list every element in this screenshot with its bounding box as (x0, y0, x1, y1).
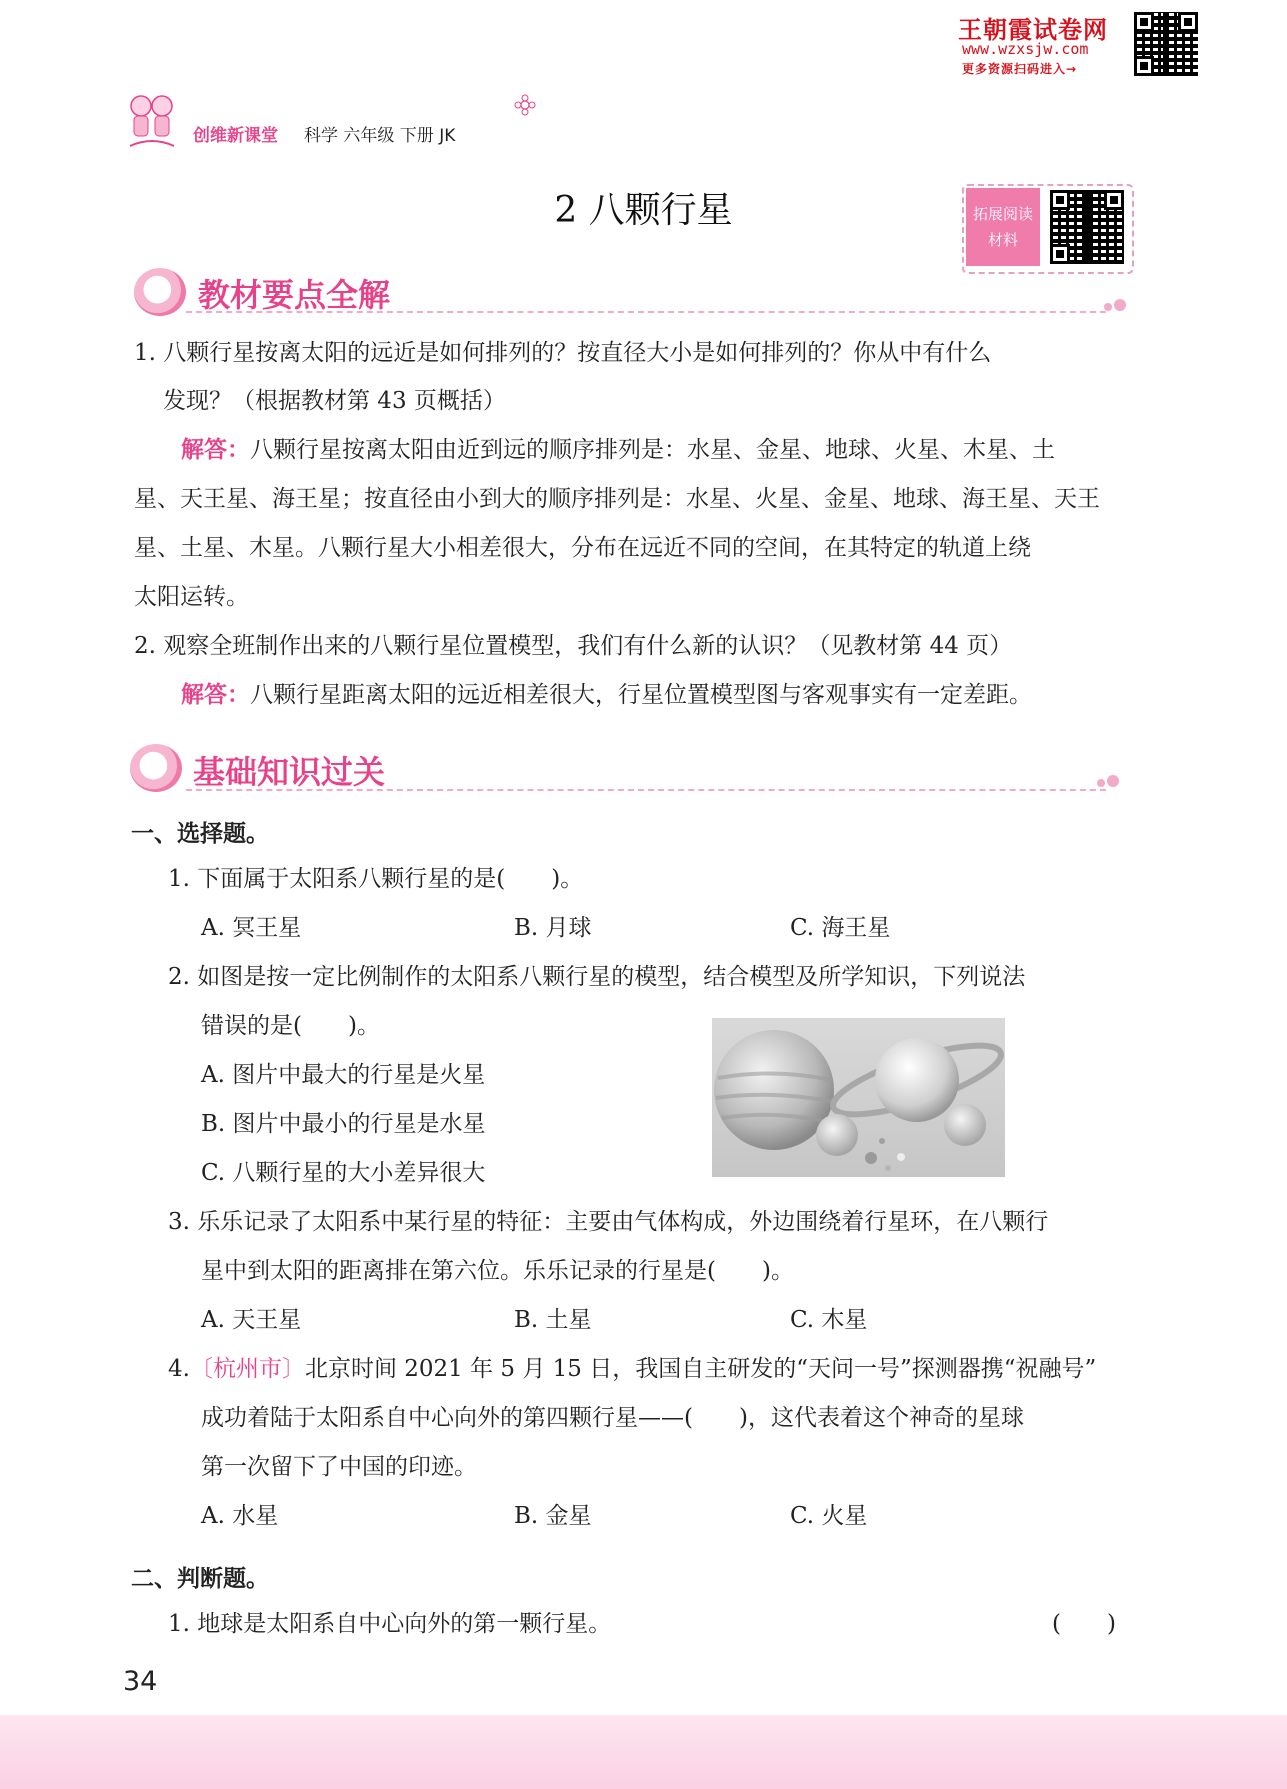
section-mascot-icon (130, 744, 182, 792)
section-title-basic-knowledge: 基础知识过关 (193, 753, 386, 791)
extended-reading-line1: 拓展阅读 (972, 205, 1033, 223)
section-mascot-icon (134, 268, 186, 316)
answer-1-line-3: 星、土星、木星。八颗行星大小相差很大，分布在远近不同的空间，在其特定的轨道上绕 (134, 535, 1031, 561)
mc-q4-option-c[interactable]: C. 火星 (790, 1503, 868, 1529)
header-subject: 科学 六年级 下册 JK (304, 126, 456, 146)
mc-question-4-line-1 (168, 1354, 1096, 1384)
extended-reading-label[interactable] (966, 188, 1040, 266)
answer-1-text: 八颗行星按离太阳由近到远的顺序排列是：水星、金星、地球、火星、木星、土 (250, 437, 1055, 463)
mc-q4-text: 北京时间 2021 年 5 月 15 日，我国自主研发的“天问一号”探测器携“祝融号” (304, 1356, 1097, 1382)
answer-2 (181, 680, 1032, 710)
part-2-heading: 二、判断题。 (131, 1566, 269, 1592)
mc-q1-option-a[interactable]: A. 冥王星 (201, 915, 302, 941)
mc-q1-option-c[interactable]: C. 海王星 (790, 915, 891, 941)
tf-question-1-blank[interactable]: ( ) (1052, 1611, 1116, 1637)
mc-question-4-line-2: 成功着陆于太阳系自中心向外的第四颗行星——( )，这代表着这个神奇的星球 (201, 1405, 1024, 1431)
extended-reading-line2: 材料 (987, 231, 1018, 249)
page-number: 34 (123, 1666, 158, 1697)
brand-qr-code-icon[interactable] (1134, 12, 1198, 76)
answer-1-line-2: 星、天王星、海王星；按直径由小到大的顺序排列是：水星、火星、金星、地球、海王星、天王 (134, 486, 1100, 512)
mc-q3-option-c[interactable]: C. 木星 (790, 1307, 868, 1333)
section-title-key-points: 教材要点全解 (198, 276, 391, 314)
brand-name: 王朝霞试卷网 (958, 16, 1108, 44)
mc-q2-option-c[interactable]: C. 八颗行星的大小差异很大 (201, 1160, 486, 1186)
mc-question-4-line-3: 第一次留下了中国的印迹。 (201, 1454, 477, 1480)
brand-note: 更多资源扫码进入→ (962, 62, 1078, 76)
section-divider (186, 789, 1106, 791)
mc-question-2-line-1: 2. 如图是按一定比例制作的太阳系八颗行星的模型，结合模型及所学知识，下列说法 (168, 964, 1026, 990)
answer-label: 解答： (181, 437, 250, 463)
answer-1-line-1 (181, 435, 1055, 465)
mc-question-3-line-1: 3. 乐乐记录了太阳系中某行星的特征：主要由气体构成，外边围绕着行星环，在八颗行 (168, 1209, 1049, 1235)
region-tag: 〔杭州市〕 (189, 1356, 305, 1382)
mc-q1-option-b[interactable]: B. 月球 (514, 915, 592, 941)
footer-band (0, 1715, 1287, 1789)
mc-q2-option-b[interactable]: B. 图片中最小的行星是水星 (201, 1111, 486, 1137)
mc-q3-option-a[interactable]: A. 天王星 (201, 1307, 302, 1333)
question-2: 2. 观察全班制作出来的八颗行星位置模型，我们有什么新的认识？（见教材第 44 页） (134, 633, 1013, 659)
answer-2-text: 八颗行星距离太阳的远近相差很大，行星位置模型图与客观事实有一定差距。 (250, 682, 1032, 708)
mc-q3-option-b[interactable]: B. 土星 (514, 1307, 592, 1333)
question-1-line-1: 1. 八颗行星按离太阳的远近是如何排列的？按直径大小是如何排列的？你从中有什么 (134, 340, 992, 366)
mc-q4-number: 4. (168, 1356, 190, 1382)
kids-mascot-icon (126, 92, 178, 150)
mc-question-1: 1. 下面属于太阳系八颗行星的是( )。 (168, 866, 584, 892)
flower-decoration-icon (514, 94, 536, 116)
part-1-heading: 一、选择题。 (131, 821, 269, 847)
brand-url[interactable]: www.wzxsjw.com (962, 40, 1089, 58)
answer-label: 解答： (181, 682, 250, 708)
chapter-title: 2 八颗行星 (554, 190, 733, 231)
decorative-dots-icon (1097, 775, 1123, 789)
mc-q4-option-b[interactable]: B. 金星 (514, 1503, 592, 1529)
mc-question-3-line-2: 星中到太阳的距离排在第六位。乐乐记录的行星是( )。 (201, 1258, 794, 1284)
mc-q4-option-a[interactable]: A. 水星 (201, 1503, 279, 1529)
extended-reading-qr-code-icon[interactable] (1050, 190, 1124, 264)
section-divider (186, 311, 1106, 313)
mc-question-2-line-2: 错误的是( )。 (201, 1013, 380, 1039)
header-brand: 创维新课堂 (193, 126, 278, 146)
mc-q2-option-a[interactable]: A. 图片中最大的行星是火星 (201, 1062, 486, 1088)
question-1-line-2: 发现？（根据教材第 43 页概括） (163, 388, 506, 414)
tf-question-1: 1. 地球是太阳系自中心向外的第一颗行星。 (168, 1611, 612, 1637)
answer-1-line-4: 太阳运转。 (134, 584, 249, 610)
decorative-dots-icon (1104, 299, 1130, 313)
planet-model-image (712, 1018, 1005, 1177)
